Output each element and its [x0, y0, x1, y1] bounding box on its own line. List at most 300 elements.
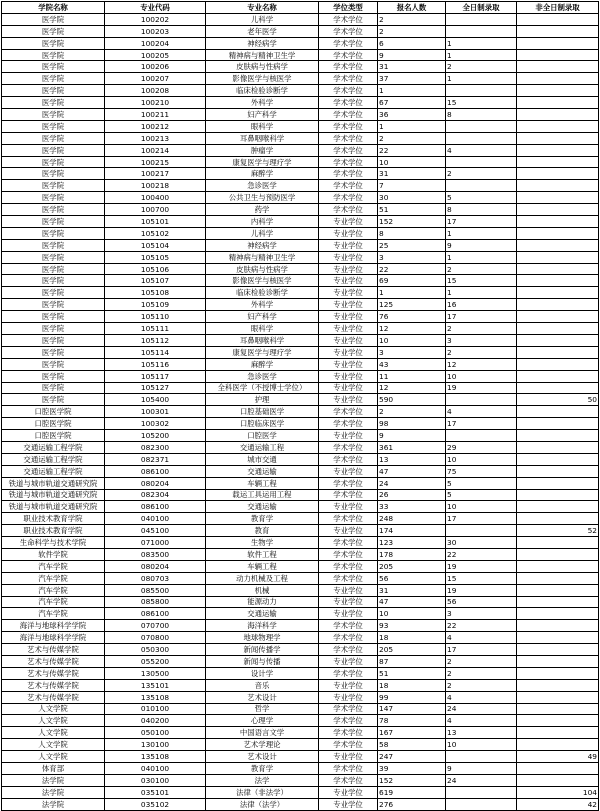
college-cell: 铁道与城市轨道交通研究院: [2, 489, 105, 501]
degree-type-cell: 学术学位: [319, 168, 378, 180]
fulltime-admitted-cell: 16: [446, 299, 517, 311]
table-row: [2, 97, 599, 109]
table-row: [2, 25, 599, 37]
parttime-admitted-cell: [517, 632, 599, 644]
applicants-cell: 12: [378, 323, 446, 335]
table-row: [2, 37, 599, 49]
fulltime-admitted-cell: 15: [446, 572, 517, 584]
major-code-cell: 135108: [105, 751, 206, 763]
parttime-admitted-cell: [517, 477, 599, 489]
table-row: [2, 251, 599, 263]
major-name-cell: 影像医学与核医学: [206, 275, 319, 287]
major-name-cell: 眼科学: [206, 120, 319, 132]
college-cell: 艺术与传媒学院: [2, 644, 105, 656]
degree-type-cell: 专业学位: [319, 394, 378, 406]
major-code-cell: 100301: [105, 406, 206, 418]
applicants-cell: 248: [378, 513, 446, 525]
table-row: [2, 61, 599, 73]
parttime-admitted-cell: [517, 120, 599, 132]
college-cell: 医学院: [2, 73, 105, 85]
degree-type-cell: 专业学位: [319, 251, 378, 263]
table-row: [2, 73, 599, 85]
degree-type-cell: 学术学位: [319, 73, 378, 85]
table-row: [2, 120, 599, 132]
major-code-cell: 082300: [105, 441, 206, 453]
major-name-cell: 交通运输工程: [206, 441, 319, 453]
major-name-cell: 艺术学理论: [206, 739, 319, 751]
applicants-cell: 36: [378, 109, 446, 121]
major-name-cell: 艺术设计: [206, 751, 319, 763]
degree-type-cell: 专业学位: [319, 465, 378, 477]
applicants-cell: 98: [378, 418, 446, 430]
header-major-code: 专业代码: [105, 2, 206, 14]
table-row: [2, 441, 599, 453]
major-code-cell: 135108: [105, 691, 206, 703]
parttime-admitted-cell: [517, 168, 599, 180]
applicants-cell: 152: [378, 216, 446, 228]
major-code-cell: 135101: [105, 679, 206, 691]
major-code-cell: 130100: [105, 739, 206, 751]
college-cell: 医学院: [2, 132, 105, 144]
fulltime-admitted-cell: 19: [446, 584, 517, 596]
applicants-cell: 31: [378, 61, 446, 73]
parttime-admitted-cell: [517, 548, 599, 560]
major-code-cell: 100217: [105, 168, 206, 180]
header-major-name: 专业名称: [206, 2, 319, 14]
parttime-admitted-cell: [517, 418, 599, 430]
degree-type-cell: 学术学位: [319, 180, 378, 192]
degree-type-cell: 学术学位: [319, 727, 378, 739]
major-name-cell: 耳鼻咽喉科学: [206, 132, 319, 144]
table-row: [2, 596, 599, 608]
parttime-admitted-cell: [517, 465, 599, 477]
applicants-cell: 2: [378, 406, 446, 418]
degree-type-cell: 学术学位: [319, 120, 378, 132]
parttime-admitted-cell: [517, 703, 599, 715]
college-cell: 医学院: [2, 156, 105, 168]
applicants-cell: 2: [378, 132, 446, 144]
parttime-admitted-cell: [517, 239, 599, 251]
applicants-cell: 178: [378, 548, 446, 560]
parttime-admitted-cell: 50: [517, 394, 599, 406]
major-code-cell: 070700: [105, 620, 206, 632]
major-name-cell: 外科学: [206, 299, 319, 311]
fulltime-admitted-cell: [446, 180, 517, 192]
major-code-cell: 100211: [105, 109, 206, 121]
college-cell: 汽车学院: [2, 560, 105, 572]
parttime-admitted-cell: [517, 263, 599, 275]
college-cell: 人文学院: [2, 703, 105, 715]
major-name-cell: 生物学: [206, 537, 319, 549]
table-row: [2, 13, 599, 25]
table-row: [2, 49, 599, 61]
applicants-cell: 9: [378, 430, 446, 442]
major-code-cell: 080204: [105, 477, 206, 489]
fulltime-admitted-cell: [446, 394, 517, 406]
major-name-cell: 神经病学: [206, 239, 319, 251]
college-cell: 医学院: [2, 120, 105, 132]
degree-type-cell: 专业学位: [319, 263, 378, 275]
parttime-admitted-cell: [517, 13, 599, 25]
table-row: [2, 786, 599, 798]
fulltime-admitted-cell: 22: [446, 548, 517, 560]
applicants-cell: 1: [378, 120, 446, 132]
table-row: [2, 263, 599, 275]
degree-type-cell: 专业学位: [319, 382, 378, 394]
fulltime-admitted-cell: [446, 25, 517, 37]
fulltime-admitted-cell: 8: [446, 204, 517, 216]
parttime-admitted-cell: [517, 572, 599, 584]
parttime-admitted-cell: [517, 37, 599, 49]
major-name-cell: 地球物理学: [206, 632, 319, 644]
parttime-admitted-cell: [517, 216, 599, 228]
major-name-cell: 肿瘤学: [206, 144, 319, 156]
degree-type-cell: 专业学位: [319, 786, 378, 798]
degree-type-cell: 学术学位: [319, 441, 378, 453]
header-fulltime-admitted: 全日制录取: [446, 2, 517, 14]
major-code-cell: 105127: [105, 382, 206, 394]
degree-type-cell: 专业学位: [319, 501, 378, 513]
applicants-cell: 619: [378, 786, 446, 798]
major-code-cell: 105107: [105, 275, 206, 287]
parttime-admitted-cell: [517, 334, 599, 346]
major-code-cell: 100213: [105, 132, 206, 144]
applicants-cell: 25: [378, 239, 446, 251]
parttime-admitted-cell: [517, 691, 599, 703]
fulltime-admitted-cell: 10: [446, 501, 517, 513]
major-code-cell: 030100: [105, 774, 206, 786]
header-row: [2, 2, 599, 14]
applicants-cell: 174: [378, 525, 446, 537]
fulltime-admitted-cell: [446, 85, 517, 97]
parttime-admitted-cell: [517, 358, 599, 370]
degree-type-cell: 学术学位: [319, 156, 378, 168]
degree-type-cell: 专业学位: [319, 679, 378, 691]
degree-type-cell: 学术学位: [319, 620, 378, 632]
major-code-cell: 050100: [105, 727, 206, 739]
parttime-admitted-cell: [517, 655, 599, 667]
degree-type-cell: 学术学位: [319, 37, 378, 49]
applicants-cell: 31: [378, 168, 446, 180]
major-name-cell: 老年医学: [206, 25, 319, 37]
applicants-cell: 2: [378, 13, 446, 25]
college-cell: 医学院: [2, 275, 105, 287]
college-cell: 交通运输工程学院: [2, 465, 105, 477]
major-name-cell: 哲学: [206, 703, 319, 715]
fulltime-admitted-cell: 12: [446, 358, 517, 370]
table-row: [2, 323, 599, 335]
table-row: [2, 430, 599, 442]
applicants-cell: 22: [378, 263, 446, 275]
fulltime-admitted-cell: 19: [446, 382, 517, 394]
major-code-cell: 105116: [105, 358, 206, 370]
major-code-cell: 100205: [105, 49, 206, 61]
major-code-cell: 105112: [105, 334, 206, 346]
applicants-cell: 6: [378, 37, 446, 49]
applicants-cell: 18: [378, 632, 446, 644]
college-cell: 艺术与传媒学院: [2, 655, 105, 667]
table-row: [2, 751, 599, 763]
header-degree-type: 学位类型: [319, 2, 378, 14]
parttime-admitted-cell: [517, 275, 599, 287]
applicants-cell: 205: [378, 560, 446, 572]
applicants-cell: 18: [378, 679, 446, 691]
applicants-cell: 247: [378, 751, 446, 763]
fulltime-admitted-cell: 4: [446, 715, 517, 727]
degree-type-cell: 专业学位: [319, 370, 378, 382]
table-row: [2, 548, 599, 560]
college-cell: 职业技术教育学院: [2, 513, 105, 525]
major-code-cell: 040200: [105, 715, 206, 727]
fulltime-admitted-cell: 5: [446, 489, 517, 501]
admission-table: [1, 1, 599, 811]
fulltime-admitted-cell: 2: [446, 168, 517, 180]
major-code-cell: 070800: [105, 632, 206, 644]
college-cell: 人文学院: [2, 739, 105, 751]
major-code-cell: 105104: [105, 239, 206, 251]
major-code-cell: 105106: [105, 263, 206, 275]
parttime-admitted-cell: [517, 227, 599, 239]
applicants-cell: 26: [378, 489, 446, 501]
degree-type-cell: 专业学位: [319, 334, 378, 346]
applicants-cell: 56: [378, 572, 446, 584]
college-cell: 口腔医学院: [2, 418, 105, 430]
fulltime-admitted-cell: 2: [446, 323, 517, 335]
applicants-cell: 12: [378, 382, 446, 394]
table-row: [2, 287, 599, 299]
college-cell: 医学院: [2, 180, 105, 192]
applicants-cell: 43: [378, 358, 446, 370]
college-cell: 医学院: [2, 370, 105, 382]
table-row: [2, 560, 599, 572]
major-code-cell: 105110: [105, 311, 206, 323]
degree-type-cell: 学术学位: [319, 61, 378, 73]
major-code-cell: 045100: [105, 525, 206, 537]
fulltime-admitted-cell: 75: [446, 465, 517, 477]
parttime-admitted-cell: [517, 501, 599, 513]
major-name-cell: 法学: [206, 774, 319, 786]
fulltime-admitted-cell: 1: [446, 49, 517, 61]
parttime-admitted-cell: [517, 73, 599, 85]
table-row: [2, 239, 599, 251]
fulltime-admitted-cell: [446, 430, 517, 442]
table-row: [2, 204, 599, 216]
fulltime-admitted-cell: [446, 156, 517, 168]
college-cell: 职业技术教育学院: [2, 525, 105, 537]
major-name-cell: 儿科学: [206, 13, 319, 25]
major-code-cell: 100218: [105, 180, 206, 192]
degree-type-cell: 学术学位: [319, 715, 378, 727]
table-row: [2, 703, 599, 715]
fulltime-admitted-cell: 2: [446, 61, 517, 73]
major-code-cell: 100400: [105, 192, 206, 204]
major-code-cell: 035101: [105, 786, 206, 798]
table-row: [2, 216, 599, 228]
applicants-cell: 276: [378, 798, 446, 810]
table-row: [2, 109, 599, 121]
degree-type-cell: 专业学位: [319, 751, 378, 763]
table-row: [2, 370, 599, 382]
applicants-cell: 30: [378, 192, 446, 204]
table-row: [2, 85, 599, 97]
college-cell: 医学院: [2, 192, 105, 204]
fulltime-admitted-cell: 10: [446, 453, 517, 465]
major-name-cell: 能源动力: [206, 596, 319, 608]
parttime-admitted-cell: [517, 61, 599, 73]
applicants-cell: 9: [378, 49, 446, 61]
fulltime-admitted-cell: 24: [446, 703, 517, 715]
degree-type-cell: 学术学位: [319, 537, 378, 549]
major-code-cell: 040100: [105, 513, 206, 525]
degree-type-cell: 专业学位: [319, 584, 378, 596]
major-name-cell: 精神病与精神卫生学: [206, 49, 319, 61]
fulltime-admitted-cell: [446, 13, 517, 25]
degree-type-cell: 学术学位: [319, 109, 378, 121]
major-code-cell: 100202: [105, 13, 206, 25]
degree-type-cell: 学术学位: [319, 25, 378, 37]
table-row: [2, 477, 599, 489]
major-code-cell: 100215: [105, 156, 206, 168]
major-code-cell: 071000: [105, 537, 206, 549]
college-cell: 艺术与传媒学院: [2, 667, 105, 679]
parttime-admitted-cell: [517, 608, 599, 620]
applicants-cell: 67: [378, 97, 446, 109]
college-cell: 汽车学院: [2, 572, 105, 584]
college-cell: 人文学院: [2, 727, 105, 739]
college-cell: 人文学院: [2, 751, 105, 763]
parttime-admitted-cell: [517, 513, 599, 525]
fulltime-admitted-cell: 24: [446, 774, 517, 786]
parttime-admitted-cell: [517, 537, 599, 549]
degree-type-cell: 专业学位: [319, 287, 378, 299]
fulltime-admitted-cell: 9: [446, 763, 517, 775]
college-cell: 医学院: [2, 204, 105, 216]
degree-type-cell: 学术学位: [319, 204, 378, 216]
college-cell: 海洋与地球科学学院: [2, 620, 105, 632]
parttime-admitted-cell: [517, 596, 599, 608]
major-name-cell: 康复医学与理疗学: [206, 346, 319, 358]
major-name-cell: 法律（法学）: [206, 798, 319, 810]
applicants-cell: 590: [378, 394, 446, 406]
major-name-cell: 眼科学: [206, 323, 319, 335]
parttime-admitted-cell: [517, 85, 599, 97]
major-code-cell: 050300: [105, 644, 206, 656]
fulltime-admitted-cell: 17: [446, 513, 517, 525]
major-name-cell: 精神病与精神卫生学: [206, 251, 319, 263]
fulltime-admitted-cell: 4: [446, 632, 517, 644]
college-cell: 医学院: [2, 334, 105, 346]
degree-type-cell: 学术学位: [319, 406, 378, 418]
applicants-cell: 3: [378, 346, 446, 358]
major-name-cell: 城市交通: [206, 453, 319, 465]
major-code-cell: 100212: [105, 120, 206, 132]
parttime-admitted-cell: [517, 739, 599, 751]
parttime-admitted-cell: [517, 453, 599, 465]
fulltime-admitted-cell: 2: [446, 655, 517, 667]
major-name-cell: 麻醉学: [206, 358, 319, 370]
degree-type-cell: 学术学位: [319, 49, 378, 61]
college-cell: 口腔医学院: [2, 430, 105, 442]
major-code-cell: 082304: [105, 489, 206, 501]
major-name-cell: 音乐: [206, 679, 319, 691]
table-row: [2, 132, 599, 144]
parttime-admitted-cell: [517, 763, 599, 775]
applicants-cell: 152: [378, 774, 446, 786]
fulltime-admitted-cell: 4: [446, 691, 517, 703]
degree-type-cell: 专业学位: [319, 358, 378, 370]
parttime-admitted-cell: [517, 667, 599, 679]
major-code-cell: 105111: [105, 323, 206, 335]
major-name-cell: 急诊医学: [206, 370, 319, 382]
college-cell: 医学院: [2, 168, 105, 180]
major-name-cell: 儿科学: [206, 227, 319, 239]
table-row: [2, 632, 599, 644]
fulltime-admitted-cell: [446, 525, 517, 537]
major-name-cell: 麻醉学: [206, 168, 319, 180]
table-row: [2, 584, 599, 596]
table-row: [2, 620, 599, 632]
table-row: [2, 346, 599, 358]
parttime-admitted-cell: [517, 406, 599, 418]
table-row: [2, 465, 599, 477]
applicants-cell: 2: [378, 25, 446, 37]
major-code-cell: 085800: [105, 596, 206, 608]
college-cell: 生命科学与技术学院: [2, 537, 105, 549]
applicants-cell: 205: [378, 644, 446, 656]
parttime-admitted-cell: [517, 109, 599, 121]
applicants-cell: 58: [378, 739, 446, 751]
parttime-admitted-cell: [517, 346, 599, 358]
degree-type-cell: 学术学位: [319, 572, 378, 584]
college-cell: 汽车学院: [2, 608, 105, 620]
applicants-cell: 3: [378, 251, 446, 263]
major-code-cell: 086100: [105, 608, 206, 620]
college-cell: 医学院: [2, 216, 105, 228]
major-code-cell: 100214: [105, 144, 206, 156]
major-name-cell: 中国语言文学: [206, 727, 319, 739]
major-name-cell: 教育: [206, 525, 319, 537]
major-code-cell: 105108: [105, 287, 206, 299]
parttime-admitted-cell: [517, 774, 599, 786]
college-cell: 医学院: [2, 382, 105, 394]
fulltime-admitted-cell: 8: [446, 109, 517, 121]
table-row: [2, 168, 599, 180]
fulltime-admitted-cell: 56: [446, 596, 517, 608]
fulltime-admitted-cell: 13: [446, 727, 517, 739]
major-name-cell: 设计学: [206, 667, 319, 679]
major-name-cell: 心理学: [206, 715, 319, 727]
parttime-admitted-cell: [517, 132, 599, 144]
applicants-cell: 147: [378, 703, 446, 715]
major-code-cell: 083500: [105, 548, 206, 560]
degree-type-cell: 学术学位: [319, 453, 378, 465]
major-code-cell: 100203: [105, 25, 206, 37]
table-row: [2, 382, 599, 394]
table-row: [2, 180, 599, 192]
fulltime-admitted-cell: [446, 798, 517, 810]
degree-type-cell: 专业学位: [319, 275, 378, 287]
table-row: [2, 727, 599, 739]
table-row: [2, 311, 599, 323]
degree-type-cell: 学术学位: [319, 144, 378, 156]
degree-type-cell: 学术学位: [319, 418, 378, 430]
parttime-admitted-cell: [517, 715, 599, 727]
parttime-admitted-cell: [517, 311, 599, 323]
parttime-admitted-cell: [517, 382, 599, 394]
college-cell: 医学院: [2, 287, 105, 299]
degree-type-cell: 专业学位: [319, 525, 378, 537]
fulltime-admitted-cell: [446, 786, 517, 798]
